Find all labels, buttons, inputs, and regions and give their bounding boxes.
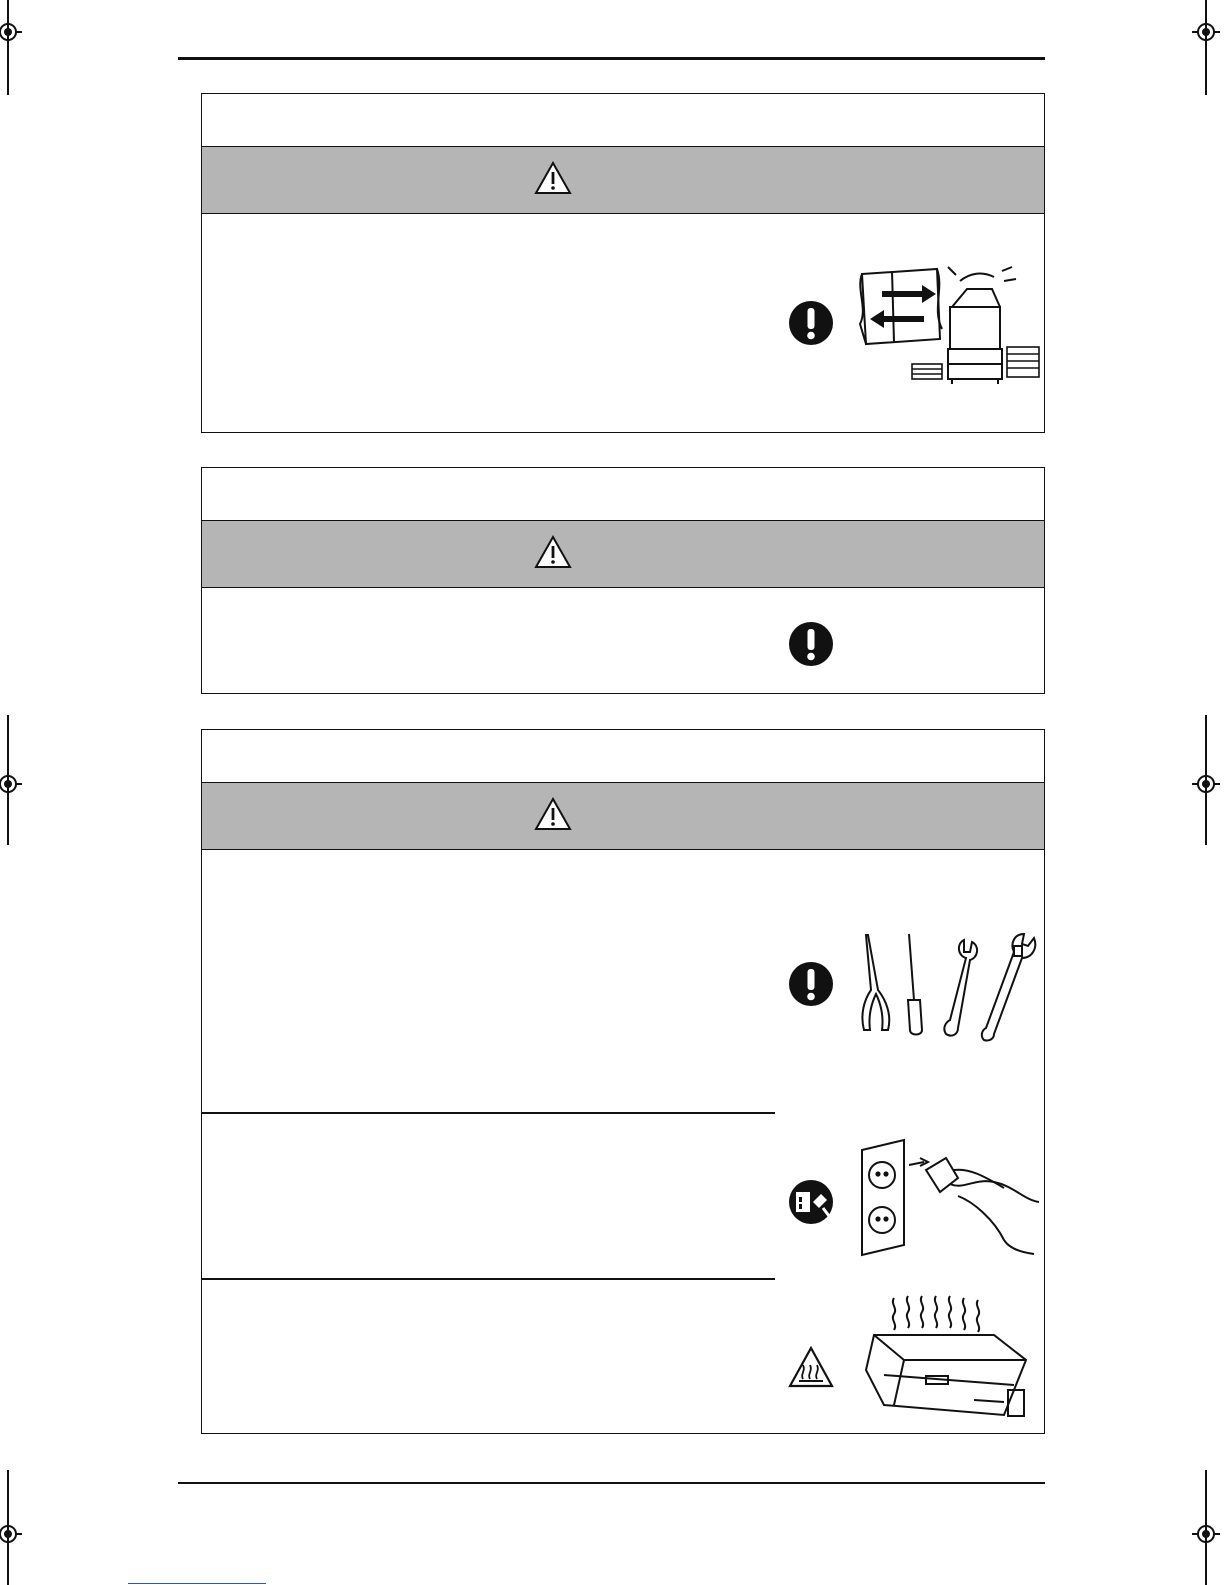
box-title-row [202, 94, 1044, 147]
warning-band [202, 783, 1044, 850]
warning-triangle-icon [534, 161, 572, 195]
box-body [202, 214, 1044, 432]
crop-line [7, 0, 9, 95]
hot-surface-icon [787, 1345, 835, 1389]
footer-rule [178, 1482, 1045, 1484]
crop-line [1205, 1470, 1207, 1585]
mandatory-action-icon [787, 960, 835, 1008]
registration-mark-mid-left [0, 770, 22, 798]
registration-mark-bottom-left [0, 1520, 22, 1548]
crop-line [7, 1470, 9, 1585]
registration-mark-top-left [0, 18, 22, 46]
link-underline [128, 1583, 266, 1584]
safety-box-1 [201, 93, 1045, 433]
crop-line [1205, 0, 1207, 95]
row-separator [202, 1278, 775, 1280]
header-rule [178, 57, 1045, 60]
row-separator [202, 1112, 775, 1114]
unplug-power-icon [787, 1178, 835, 1226]
warning-triangle-icon [534, 797, 572, 831]
warning-band [202, 521, 1044, 588]
box-body [202, 850, 1044, 1434]
warning-triangle-icon [534, 535, 572, 569]
mandatory-action-icon [787, 620, 835, 668]
safety-box-3 [201, 729, 1045, 1434]
box-title-row [202, 468, 1044, 521]
warning-band [202, 147, 1044, 214]
hot-fuser-unit-illustration [854, 1290, 1044, 1425]
crop-line [1205, 715, 1207, 845]
unplug-from-outlet-illustration [854, 1130, 1044, 1260]
safety-box-2 [201, 467, 1045, 694]
box-body [202, 588, 1044, 693]
crop-line [7, 715, 9, 845]
tools-illustration [854, 930, 1044, 1045]
copier-packing-illustration [852, 259, 1042, 389]
mandatory-action-icon [787, 299, 835, 347]
box-title-row [202, 730, 1044, 783]
